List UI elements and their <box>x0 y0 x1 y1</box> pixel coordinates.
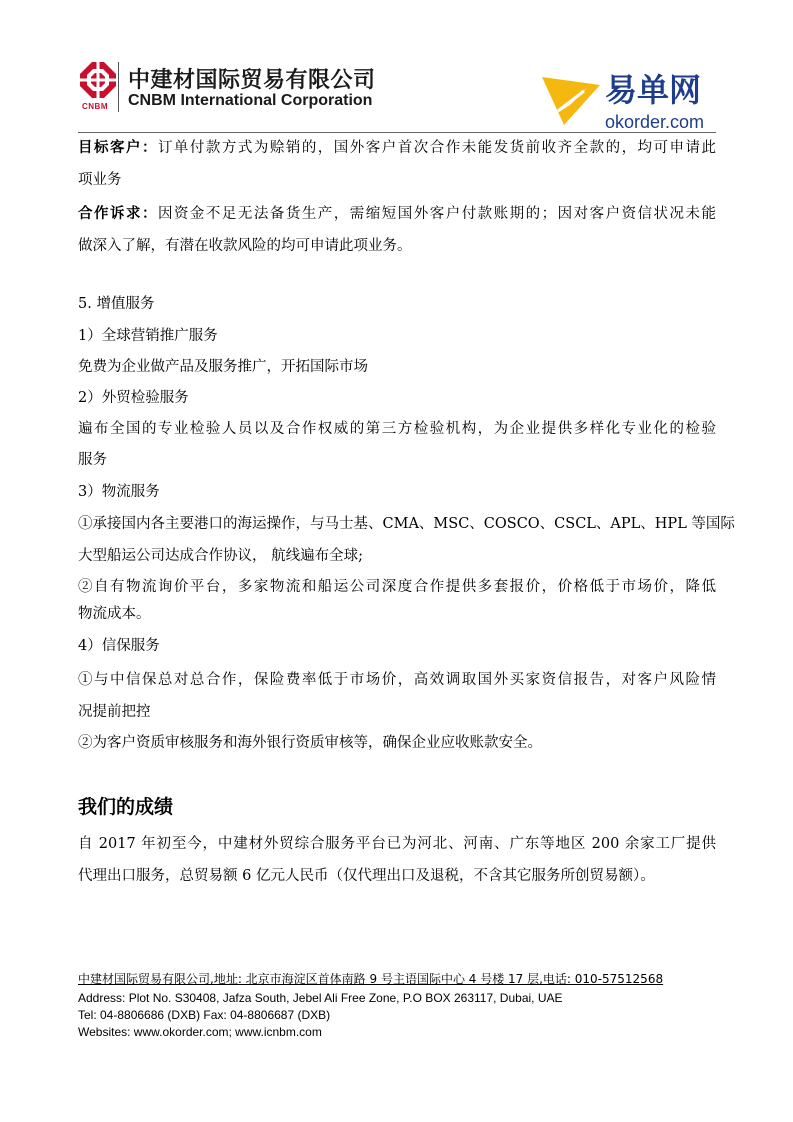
service2-text-1: 遍布全国的专业检验人员以及合作权威的第三方检验机构，为企业提供多样化专业化的检验 <box>78 421 716 437</box>
okorder-name-cn: 易单网 <box>605 71 702 109</box>
achievements-line-1: 自 2017 年初至今，中建材外贸综合服务平台已为河北、河南、广东等地区 200 余家工厂提供 <box>78 836 716 852</box>
footer-address: Address: Plot No. S30408, Jafza South, Jebel Ali Free Zone, P.O BOX 263117, Dubai, UAE <box>78 991 563 1005</box>
cnbm-logo-icon <box>78 60 118 100</box>
target-customer-line-1 <box>78 138 716 158</box>
service1-title: 1）全球营销推广服务 <box>78 328 218 344</box>
service4-p1-line1: ①与中信保总对总合作，保险费率低于市场价，高效调取国外买家资信报告，对客户风险情 <box>78 672 716 688</box>
service4-p2-line1: ②为客户资质审核服务和海外银行资质审核等，确保企业应收账款安全。 <box>78 735 542 751</box>
service4-p1-line2: 况提前把控 <box>78 704 151 720</box>
section5-title: 5. 增值服务 <box>78 296 155 312</box>
service3-p2-line1: ②自有物流询价平台，多家物流和船运公司深度合作提供多套报价，价格低于市场价，降低 <box>78 579 716 595</box>
achievements-title: 我们的成绩 <box>78 796 174 818</box>
achievements-line-2: 代理出口服务，总贸易额 6 亿元人民币（仅代理出口及退税，不含其它服务所创贸易额）。 <box>78 868 655 884</box>
company-name-en: CNBM International Corporation <box>128 92 373 109</box>
appeal-text: 因资金不足无法备货生产，需缩短国外客户付款账期的；因对客户资信状况未能 <box>157 206 716 222</box>
service3-p1-line1: ①承接国内各主要港口的海运操作，与马士基、CMA、MSC、COSCO、CSCL、APL、HPL 等国际 <box>78 516 735 532</box>
service3-title: 3）物流服务 <box>78 484 160 500</box>
service3-p1-line2: 大型船运公司达成合作协议， 航线遍布全球; <box>78 548 363 564</box>
okorder-name-en: okorder.com <box>605 112 705 132</box>
footer-websites: Websites: www.okorder.com; www.icnbm.com <box>78 1025 322 1039</box>
service3-p2-line2: 物流成本。 <box>78 606 151 622</box>
target-customer-line-2: 项业务 <box>78 172 122 188</box>
service4-title: 4）信保服务 <box>78 638 160 654</box>
appeal-line-2: 做深入了解，有潜在收款风险的均可申请此项业务。 <box>78 238 412 254</box>
brand-divider <box>118 62 119 112</box>
service2-text-2: 服务 <box>78 452 107 468</box>
service1-text: 免费为企业做产品及服务推广，开拓国际市场 <box>78 359 368 375</box>
okorder-logo-icon <box>540 75 602 127</box>
appeal-line-1 <box>78 204 716 224</box>
company-name-cn: 中建材国际贸易有限公司 <box>128 68 376 93</box>
header-rule <box>78 132 716 133</box>
target-customer-label: 目标客户： <box>78 139 158 156</box>
footer-tel-fax: Tel: 04-8806686 (DXB) Fax: 04-8806687 (DXB) <box>78 1008 331 1022</box>
footer-cn-line: 中建材国际贸易有限公司,地址: 北京市海淀区首体南路 9 号主语国际中心 4 号楼 17 层,电话: 010-57512568 <box>78 972 664 986</box>
target-customer-text: 订单付款方式为赊销的，国外客户首次合作未能发货前收齐全款的，均可申请此 <box>157 140 716 156</box>
service2-title: 2）外贸检验服务 <box>78 390 189 406</box>
appeal-label: 合作诉求： <box>78 205 158 222</box>
cnbm-abbr: CNBM <box>82 102 108 111</box>
